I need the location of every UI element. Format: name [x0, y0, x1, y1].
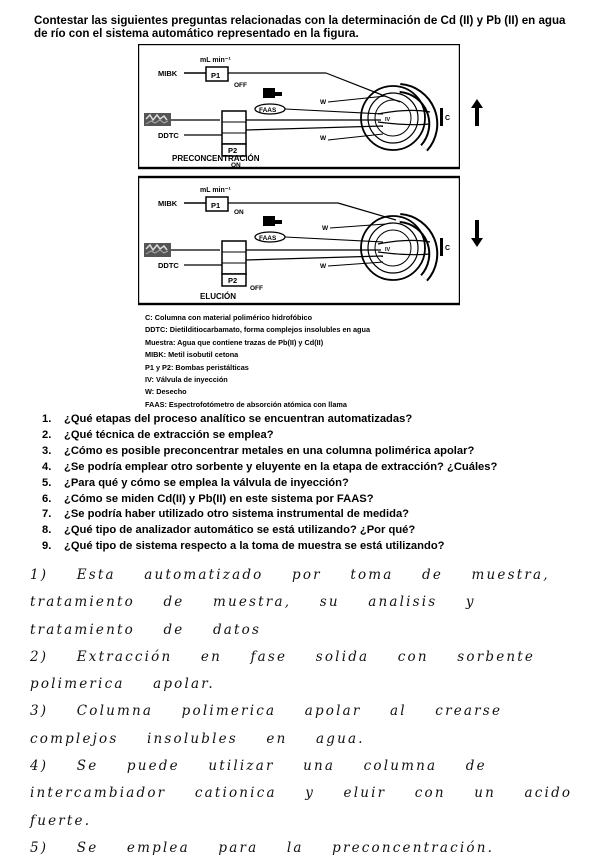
- flow-injection-diagram: [138, 44, 460, 306]
- column-label: C: [445, 115, 451, 122]
- answer-3: 3) Columna polimerica apolar al crearse complejos insolubles en agua.: [30, 703, 503, 747]
- faas-label: FAAS: [259, 235, 277, 242]
- question-text: ¿Qué tipo de sistema respecto a la toma de muestra se está utilizando?: [64, 540, 445, 553]
- question-number: 2.: [42, 428, 52, 441]
- mibk-label: MIBK: [158, 69, 178, 78]
- question-text: ¿Qué tipo de analizador automático se está utilizando? ¿Por qué?: [64, 524, 416, 537]
- column: [440, 108, 443, 126]
- legend-item: FAAS: Espectrofotómetro de absorción atómica con llama: [145, 399, 347, 409]
- question-number: 3.: [42, 444, 52, 457]
- answer-4: 4) Se puede utilizar una columna de intercambiador cationica y eluir con un acido fuerte.: [30, 758, 573, 829]
- question-item: [42, 523, 497, 539]
- question-number: 8.: [42, 524, 52, 537]
- question-list: [42, 412, 497, 555]
- question-item: [42, 444, 497, 460]
- injection-valve: [361, 86, 433, 150]
- legend: [145, 312, 370, 411]
- ddtc-label: DDTC: [158, 261, 179, 270]
- question-text: ¿Cómo se miden Cd(II) y Pb(II) en este sistema por FAAS?: [64, 492, 374, 505]
- question-text: ¿Se podría emplear otro sorbente y eluyente en la etapa de extracción? ¿Cuáles?: [64, 460, 498, 473]
- legend-item: W: Desecho: [145, 387, 187, 397]
- legend-item: DDTC: Dietilditiocarbamato, forma complejos insolubles en agua: [145, 325, 371, 335]
- handwritten-answers: [30, 562, 590, 862]
- sample-image: [144, 113, 171, 126]
- pump-p2-state: ON: [231, 162, 241, 169]
- pump-p2-label: P2: [228, 146, 238, 155]
- panel-title-elution: ELUCIÓN: [200, 292, 236, 301]
- waste-label: W: [322, 225, 329, 232]
- question-number: 6.: [42, 492, 52, 505]
- faas-label: FAAS: [259, 107, 277, 114]
- sample-image: [144, 243, 171, 257]
- waste-label: W: [320, 99, 327, 106]
- arrow-down-icon: [470, 218, 484, 248]
- question-text: ¿Cómo es posible preconcentrar metales en una columna polimérica apolar?: [64, 444, 475, 457]
- pump-p2-tubing: [222, 241, 246, 274]
- legend-item: Muestra: Agua que contiene trazas de Pb(II) y Cd(II): [145, 337, 324, 347]
- question-number: 4.: [42, 460, 52, 473]
- flow-unit-label: mL min⁻¹: [200, 187, 231, 194]
- pump-p2-tubing: [222, 111, 246, 144]
- legend-item: C: Columna con material polimérico hidrofóbico: [145, 313, 313, 322]
- faas-instrument: [255, 88, 285, 114]
- question-number: 5.: [42, 476, 52, 489]
- question-number: 9.: [42, 540, 52, 553]
- faas-instrument: [255, 216, 285, 242]
- pump-p1-state: OFF: [234, 82, 247, 89]
- injection-valve: [361, 216, 433, 280]
- elution-panel: [138, 177, 460, 304]
- column-label: C: [445, 245, 451, 252]
- valve-label: IV: [385, 117, 391, 123]
- legend-item: IV: Válvula de inyección: [145, 375, 228, 385]
- mibk-label: MIBK: [158, 199, 178, 208]
- answer-1: 1) Esta automatizado por toma de muestra, tratamiento de muestra, su analisis y tratamiento de datos: [30, 567, 550, 638]
- waste-label-2: W: [320, 263, 327, 270]
- column: [440, 238, 443, 256]
- legend-item: MIBK: Metil isobutil cetona: [145, 350, 239, 360]
- question-text: ¿Para qué y cómo se emplea la válvula de inyección?: [64, 476, 349, 489]
- question-item: [42, 539, 497, 555]
- ddtc-label: DDTC: [158, 131, 179, 140]
- pump-p1-label: P1: [211, 201, 221, 210]
- question-item: [42, 460, 497, 476]
- question-text: ¿Qué etapas del proceso analítico se encuentran automatizadas?: [64, 413, 413, 425]
- answer-2: 2) Extracción en fase solida con sorbente polimerica apolar.: [30, 648, 536, 693]
- pump-p2-label: P2: [228, 276, 238, 285]
- valve-label: IV: [385, 247, 391, 253]
- waste-label-2: W: [320, 135, 327, 142]
- question-text: ¿Se podría haber utilizado otro sistema instrumental de medida?: [64, 508, 410, 521]
- instructions-text: Contestar las siguientes preguntas relacionadas con la determinación de Cd (II) y Pb (II) en agua de río con el sistema automático representado en la figura.: [34, 14, 566, 40]
- question-number: 1.: [42, 413, 52, 425]
- flow-unit-label: mL min⁻¹: [200, 57, 231, 64]
- question-item: [42, 507, 497, 523]
- pump-p2-state: OFF: [250, 285, 263, 292]
- answer-5: 5) Se emplea para la preconcentración.: [30, 839, 495, 856]
- question-item: [42, 428, 497, 444]
- legend-item: P1 y P2: Bombas peristálticas: [145, 362, 249, 372]
- question-item: [42, 476, 497, 492]
- panel-title-preconcentration: PRECONCENTRACIÓN: [172, 154, 260, 163]
- question-item: [42, 412, 497, 428]
- preconcentration-panel: [138, 44, 460, 169]
- arrow-up-icon: [470, 98, 484, 128]
- question-item: [42, 492, 497, 508]
- question-number: 7.: [42, 508, 52, 521]
- pump-p1-label: P1: [211, 71, 221, 80]
- pump-p1-state: ON: [234, 209, 244, 216]
- question-text: ¿Qué técnica de extracción se emplea?: [64, 428, 274, 441]
